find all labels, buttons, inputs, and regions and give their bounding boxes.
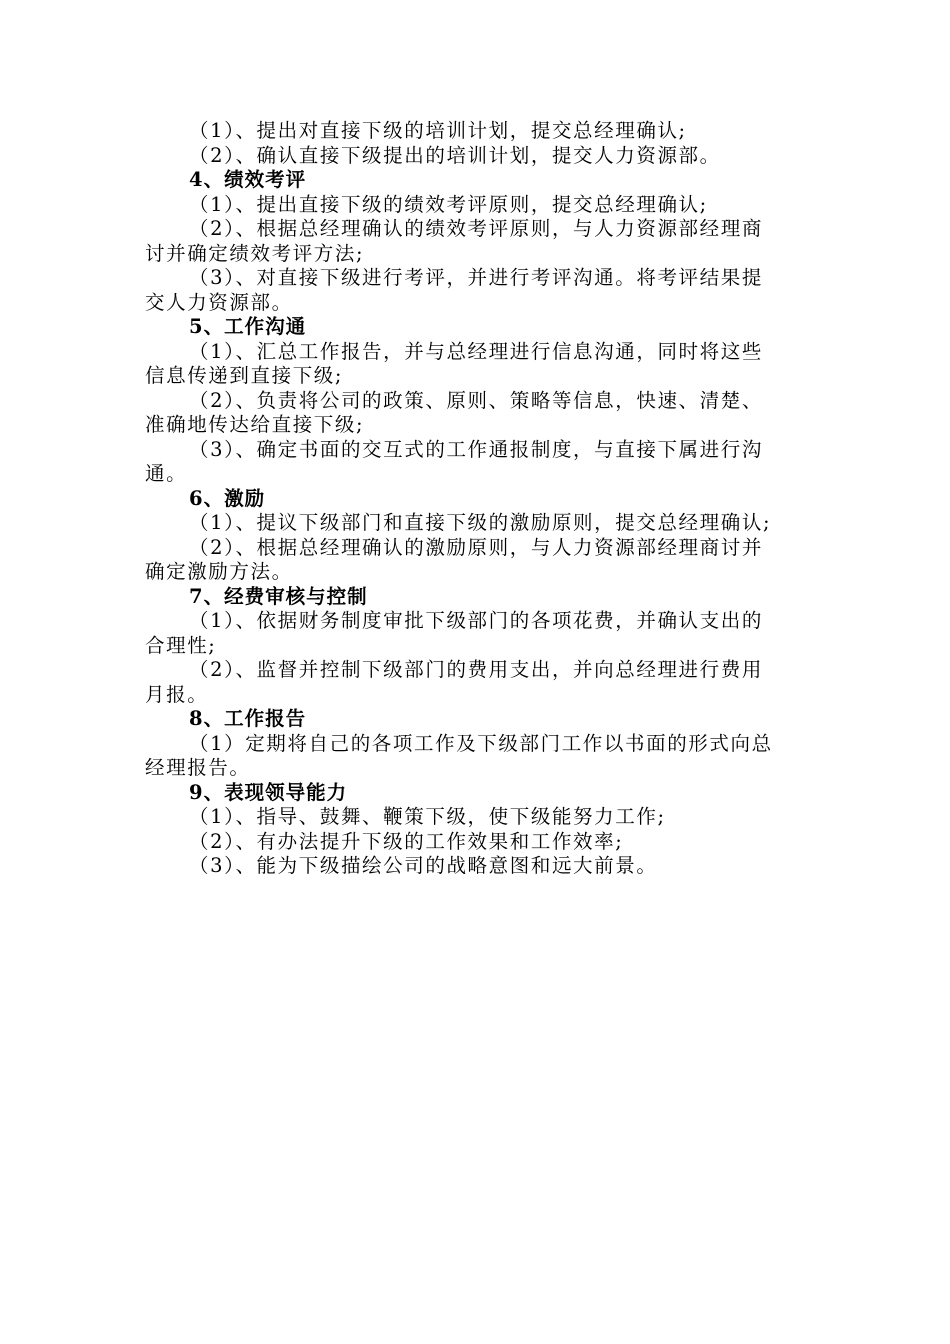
text-line: （1）、提出直接下级的绩效考评原则，提交总经理确认; (189, 192, 708, 216)
text-line: 合理性; (145, 633, 217, 657)
text-line: （1）、指导、鼓舞、鞭策下级，使下级能努力工作; (189, 805, 666, 828)
text-line: （2）、负责将公司的政策、原则、策略等信息，快速、清楚、 (189, 388, 763, 412)
text-line: （3）、对直接下级进行考评，并进行考评沟通。将考评结果提 (189, 266, 763, 289)
section-heading: 5、工作沟通 (189, 315, 307, 338)
text-line: （2）、监督并控制下级部门的费用支出，并向总经理进行费用 (189, 658, 763, 681)
text-line: 准确地传达给直接下级; (145, 413, 365, 436)
text-line: 信息传递到直接下级; (145, 364, 344, 387)
text-line: （2）、根据总经理确认的激励原则，与人力资源部经理商讨并 (189, 535, 763, 559)
section-heading: 7、经费审核与控制 (189, 584, 368, 608)
text-line: （1）、提议下级部门和直接下级的激励原则，提交总经理确认; (189, 511, 772, 534)
section-heading: 9、表现领导能力 (189, 780, 348, 804)
text-line: （2）、确认直接下级提出的培训计划，提交人力资源部。 (189, 143, 721, 167)
text-line: （1）、汇总工作报告，并与总经理进行信息沟通，同时将这些 (189, 339, 763, 363)
text-line: 通。 (145, 462, 188, 485)
text-line: （1）、依据财务制度审批下级部门的各项花费，并确认支出的 (189, 609, 763, 632)
section-heading: 8、工作报告 (189, 707, 307, 730)
text-line: （3）、能为下级描绘公司的战略意图和远大前景。 (189, 854, 658, 877)
text-line: 交人力资源部。 (145, 290, 293, 314)
text-line: 确定激励方法。 (145, 560, 293, 583)
text-line: （1）定期将自己的各项工作及下级部门工作以书面的形式向总 (189, 731, 773, 755)
document-body (145, 119, 810, 879)
text-line: （2）、根据总经理确认的绩效考评原则，与人力资源部经理商 (189, 217, 763, 240)
text-line: （2）、有办法提升下级的工作效果和工作效率; (189, 829, 624, 853)
text-line: （3）、确定书面的交互式的工作通报制度，与直接下属进行沟 (189, 437, 763, 461)
text-line: 月报。 (145, 682, 209, 706)
section-heading: 4、绩效考评 (189, 168, 307, 191)
text-line: 讨并确定绩效考评方法; (145, 241, 365, 265)
text-line: 经理报告。 (145, 756, 251, 779)
section-heading: 6、激励 (189, 486, 266, 510)
text-line: （1）、提出对直接下级的培训计划，提交总经理确认; (189, 119, 687, 142)
